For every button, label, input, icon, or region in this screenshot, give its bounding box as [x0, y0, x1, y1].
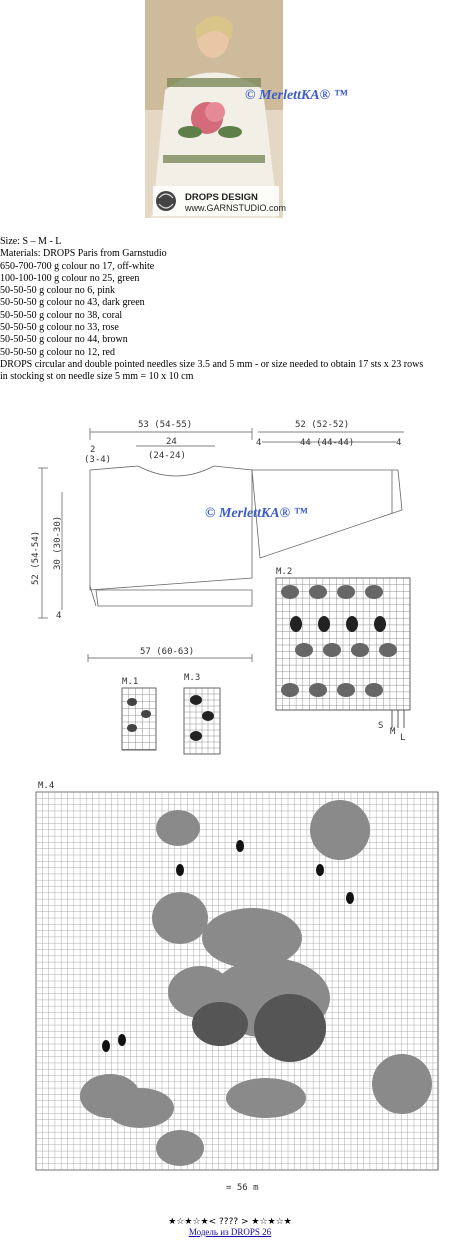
label-m4-width: = 56 m	[226, 1183, 259, 1193]
label-sleeve-length: 44 (44-44)	[300, 438, 355, 448]
label-m1: M.1	[122, 677, 139, 687]
motif-cross	[323, 643, 341, 657]
motif-leaf	[190, 695, 202, 705]
materials-line: Materials: DROPS Paris from Garnstudio	[0, 248, 167, 260]
label-top-width: 53 (54-55)	[138, 420, 193, 430]
motif-area	[310, 800, 370, 860]
motif-shade	[192, 1002, 248, 1046]
label-cuff-right: 4	[396, 438, 402, 448]
motif-leaf	[190, 731, 202, 741]
motif-cross	[295, 643, 313, 657]
yarn-line: 50-50-50 g colour no 12, red	[0, 346, 115, 358]
sweater-schematic	[0, 410, 460, 760]
motif-cross	[337, 683, 355, 697]
watermark-top: © MerlettKA® ™	[245, 88, 348, 103]
motif-leaf	[141, 710, 151, 718]
motif-area	[202, 908, 302, 968]
motif-cross	[281, 683, 299, 697]
label-armhole: 30 (30-30)	[53, 515, 63, 570]
label-size-l: L	[400, 733, 406, 743]
label-shoulder-sub: (3-4)	[84, 455, 112, 465]
label-cuff-left: 4	[256, 438, 262, 448]
motif-cross	[379, 643, 397, 657]
motif-area	[156, 1130, 204, 1166]
label-m4: M.4	[38, 781, 55, 791]
motif-leaf	[290, 616, 302, 632]
label-size-m: M	[390, 727, 396, 737]
label-m3: M.3	[184, 673, 201, 683]
model-illustration	[145, 0, 287, 218]
motif-shade	[254, 994, 326, 1062]
chart-m3	[184, 688, 220, 754]
yarn-line: 650-700-700 g colour no 17, off-white	[0, 260, 155, 272]
motif-area	[156, 810, 200, 846]
motif-leaf	[127, 698, 137, 706]
label-chest: 57 (60-63)	[140, 647, 195, 657]
motif-stem	[176, 864, 184, 876]
yarn-line: 50-50-50 g colour no 44, brown	[0, 334, 128, 346]
yarn-line: 50-50-50 g colour no 43, dark green	[0, 297, 145, 309]
motif-leaf	[318, 616, 330, 632]
label-size-s: S	[378, 721, 384, 731]
chart-m2	[276, 578, 410, 710]
label-neck-sub: (24-24)	[148, 451, 186, 461]
motif-area	[152, 892, 208, 944]
yarn-line: 50-50-50 g colour no 6, pink	[0, 285, 115, 297]
yarn-line: 100-100-100 g colour no 25, green	[0, 272, 140, 284]
needles-line: DROPS circular and double pointed needles size 3.5 and 5 mm - or size needed to obtain 17 sts x 23 rows in stocking st on needle size 5 mm = 10 x 10 cm	[0, 358, 424, 383]
motif-area	[372, 1054, 432, 1114]
size-line: Size: S – M - L	[0, 236, 62, 247]
brand-title: DROPS DESIGN	[185, 192, 258, 203]
motif-stem	[346, 892, 354, 904]
motif-stem	[236, 840, 244, 852]
yarn-line: 50-50-50 g colour no 33, rose	[0, 322, 119, 334]
motif-stem	[118, 1034, 126, 1046]
label-rib: 4	[56, 611, 62, 621]
motif-cross	[281, 585, 299, 599]
chart-m1	[122, 688, 156, 750]
brand-caption	[185, 192, 287, 213]
motif-stem	[316, 864, 324, 876]
motif-area	[106, 1088, 174, 1128]
label-shoulder: 2	[90, 445, 96, 455]
model-link[interactable]: Модель из DROPS 26	[188, 1227, 272, 1237]
motif-area	[226, 1078, 306, 1118]
label-neck: 24	[166, 437, 177, 447]
motif-stem	[102, 1040, 110, 1052]
motif-cross	[351, 643, 369, 657]
label-sleeve-total: 52 (52-52)	[295, 420, 350, 430]
motif-cross	[309, 585, 327, 599]
motif-cross	[365, 683, 383, 697]
brand-url: www.GARNSTUDIO.com	[185, 203, 287, 213]
yarn-line: 50-50-50 g colour no 38, coral	[0, 309, 123, 321]
chart-m4	[30, 778, 442, 1198]
model-photo	[145, 0, 287, 218]
motif-cross	[365, 585, 383, 599]
label-height: 52 (54-54)	[31, 530, 41, 585]
label-m2: M.2	[276, 567, 293, 577]
motif-leaf	[202, 711, 214, 721]
motif-cross	[309, 683, 327, 697]
motif-leaf	[127, 724, 137, 732]
motif-cross	[337, 585, 355, 599]
pattern-specs	[0, 236, 460, 384]
page-footer	[0, 1217, 460, 1237]
motif-leaf	[374, 616, 386, 632]
rating-stars: ★☆★☆★< ???? > ★☆★☆★	[168, 1217, 292, 1227]
motif-leaf	[346, 616, 358, 632]
watermark-middle: © MerlettKA® ™	[205, 506, 308, 521]
